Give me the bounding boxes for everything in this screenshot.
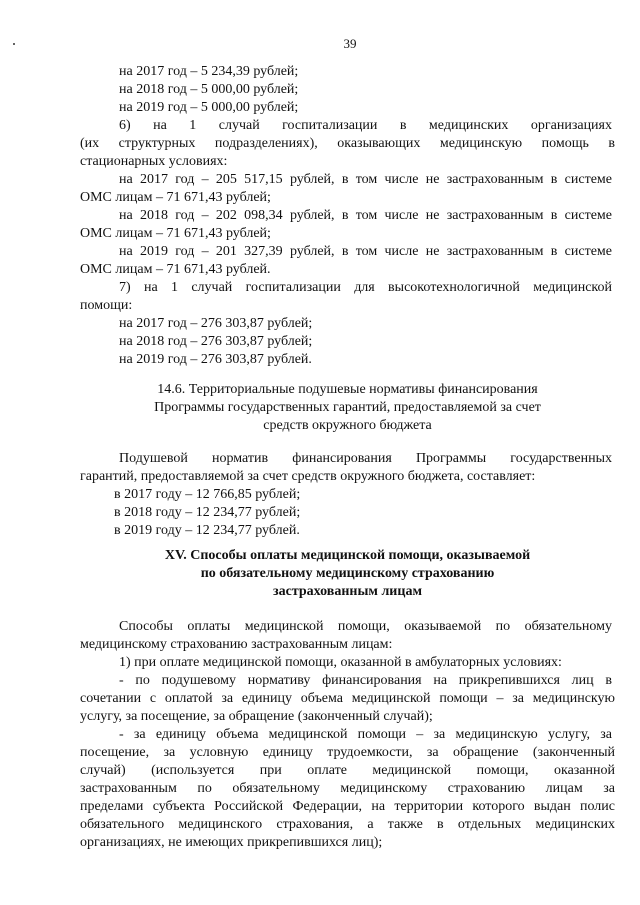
- chapter-heading: XV. Способы оплаты медицинской помощи, оказываемой: [164, 548, 531, 563]
- text-line: медицинскому страхованию застрахованным лицам:: [80, 637, 393, 652]
- text-line: ОМС лицам – 71 671,43 рублей;: [80, 190, 271, 205]
- text-line: застрахованным по обязательному медицинскому страхованию лицам за: [80, 781, 615, 796]
- text-line: ОМС лицам – 71 671,43 рублей.: [80, 262, 271, 277]
- text-line: (их структурных подразделениях), оказывающих медицинскую помощь в: [80, 136, 615, 151]
- text-line: на 2017 год – 5 234,39 рублей;: [119, 64, 299, 79]
- text-line: 7) на 1 случай госпитализации для высокотехнологичной медицинской: [119, 280, 612, 295]
- text-line: на 2019 год – 276 303,87 рублей.: [119, 352, 312, 367]
- text-line: пределами субъекта Российской Федерации, на территории которого выдан полис: [80, 799, 615, 814]
- section-heading: 14.6. Территориальные подушевые нормативы финансирования: [157, 382, 538, 397]
- text-line: ОМС лицам – 71 671,43 рублей;: [80, 226, 271, 241]
- text-line: на 2018 год – 202 098,34 рублей, в том числе не застрахованным в системе: [119, 208, 612, 223]
- text-line: на 2017 год – 276 303,87 рублей;: [119, 316, 313, 331]
- text-line: случай) (используется при оплате медицинской помощи, оказанной: [80, 763, 615, 778]
- text-line: на 2018 год – 276 303,87 рублей;: [119, 334, 313, 349]
- text-line: гарантий, предоставляемой за счет средств окружного бюджета, составляет:: [80, 469, 536, 484]
- text-line: - за единицу объема медицинской помощи – за медицинскую услугу, за: [119, 727, 612, 742]
- section-heading: средств окружного бюджета: [263, 418, 432, 433]
- section-heading: Программы государственных гарантий, предоставляемой за счет: [154, 400, 541, 415]
- text-line: в 2017 году – 12 766,85 рублей;: [114, 487, 301, 502]
- text-line: в 2019 году – 12 234,77 рублей.: [114, 523, 300, 538]
- text-line: услугу, за посещение, за обращение (законченный случай);: [80, 709, 433, 724]
- text-line: посещение, за условную единицу трудоемкости, за обращение (законченный: [80, 745, 615, 760]
- text-line: на 2018 год – 5 000,00 рублей;: [119, 82, 299, 97]
- text-line: 6) на 1 случай госпитализации в медицинских организациях: [119, 118, 612, 133]
- chapter-heading: по обязательному медицинскому страхованию: [200, 566, 495, 581]
- text-line: на 2019 год – 5 000,00 рублей;: [119, 100, 299, 115]
- text-line: Способы оплаты медицинской помощи, оказываемой по обязательному: [119, 619, 612, 634]
- chapter-heading: застрахованным лицам: [273, 584, 422, 599]
- text-line: обязательного медицинского страхования, а также в отдельных медицинских: [80, 817, 615, 832]
- text-line: помощи:: [80, 298, 133, 313]
- text-line: стационарных условиях:: [80, 154, 228, 169]
- page-number: 39: [343, 36, 357, 51]
- text-line: на 2019 год – 201 327,39 рублей, в том числе не застрахованным в системе: [119, 244, 612, 259]
- text-line: сочетании с оплатой за единицу объема медицинской помощи – за медицинскую: [80, 691, 615, 706]
- text-line: - по подушевому нормативу финансирования на прикрепившихся лиц в: [119, 673, 612, 688]
- text-line: 1) при оплате медицинской помощи, оказанной в амбулаторных условиях:: [119, 655, 562, 670]
- text-line: в 2018 году – 12 234,77 рублей;: [114, 505, 301, 520]
- text-line: Подушевой норматив финансирования Программы государственных: [119, 451, 612, 466]
- text-line: организациях, не имеющих прикрепившихся лиц);: [80, 835, 383, 850]
- text-line: на 2017 год – 205 517,15 рублей, в том числе не застрахованным в системе: [119, 172, 612, 187]
